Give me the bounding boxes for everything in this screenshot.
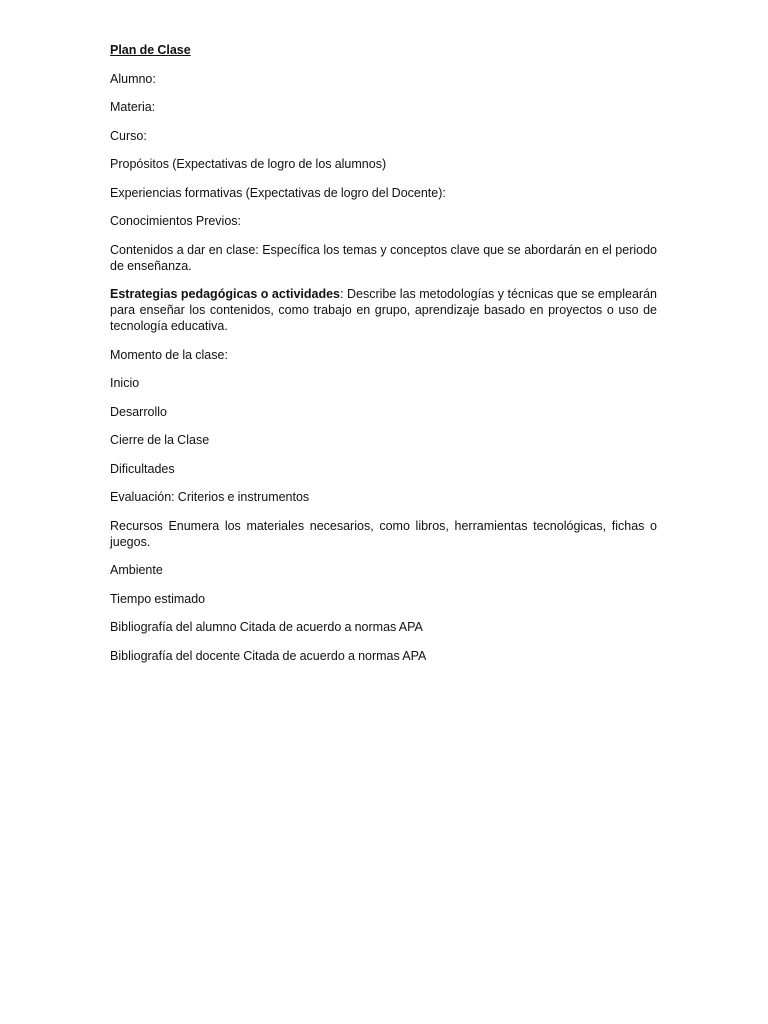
field-estrategias <box>110 286 657 334</box>
field-bibliografia-alumno: Bibliografía del alumno Citada de acuerdo a normas APA <box>110 620 423 634</box>
field-contenidos: Contenidos a dar en clase: Específica los temas y conceptos clave que se abordarán en el periodo de enseñanza. <box>110 242 657 273</box>
estrategias-label: Estrategias pedagógicas o actividades <box>110 287 341 301</box>
field-tiempo: Tiempo estimado <box>110 591 206 606</box>
field-curso: Curso: <box>110 128 147 143</box>
field-momento: Momento de la clase: <box>110 347 228 362</box>
field-inicio: Inicio <box>110 376 140 390</box>
field-dificultades: Dificultades <box>110 461 175 476</box>
field-propositos: Propósitos (Expectativas de logro de los alumnos) <box>110 157 387 171</box>
field-evaluacion: Evaluación: Criterios e instrumentos <box>110 490 310 504</box>
field-cierre: Cierre de la Clase <box>110 433 210 447</box>
estrategias-text: : Describe las metodologías y técnicas que se emplearán para enseñar los contenidos, como trabajo en grupo, aprendizaje basado en proyectos o uso de tecnología educativa. <box>110 287 657 333</box>
field-experiencias: Experiencias formativas (Expectativas de logro del Docente): <box>110 185 446 200</box>
field-desarrollo: Desarrollo <box>110 404 167 419</box>
field-materia: Materia: <box>110 100 156 114</box>
page-title: Plan de Clase <box>110 43 191 57</box>
field-ambiente: Ambiente <box>110 563 163 577</box>
document-body <box>110 42 657 676</box>
field-bibliografia-docente: Bibliografía del docente Citada de acuerdo a normas APA <box>110 648 427 663</box>
field-recursos: Recursos Enumera los materiales necesarios, como libros, herramientas tecnológicas, fichas o juegos. <box>110 518 657 549</box>
field-alumno: Alumno: <box>110 71 156 86</box>
field-conocimientos: Conocimientos Previos: <box>110 214 242 228</box>
